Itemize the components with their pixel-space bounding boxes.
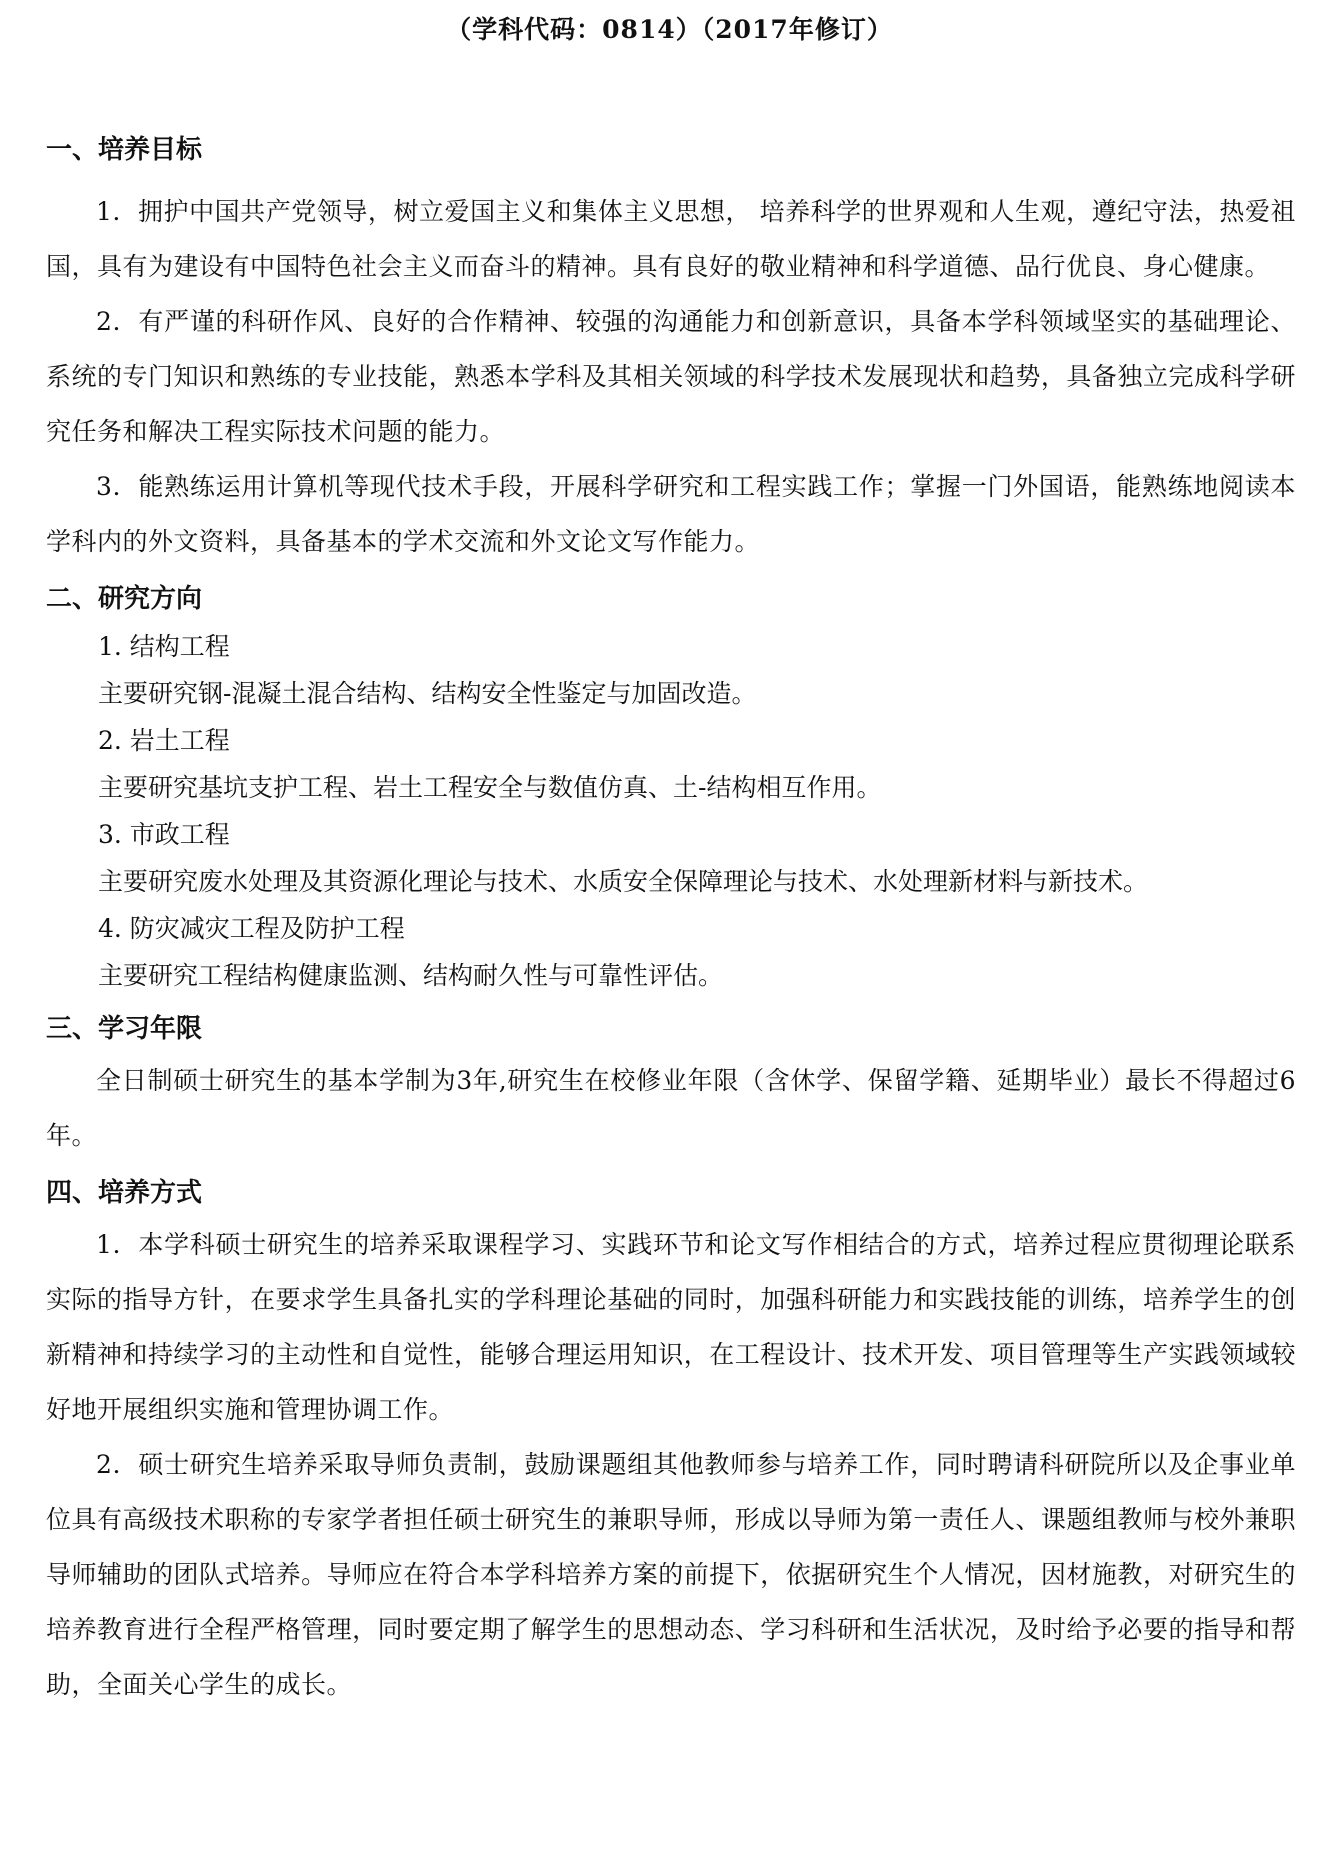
objective-item-2: 2．有严谨的科研作风、良好的合作精神、较强的沟通能力和创新意识，具备本学科领域坚实的基础理论、系统的专门知识和熟练的专业技能，熟悉本学科及其相关领域的科学技术发展现状和趋势，具备独立完成科学研究任务和解决工程实际技术问题的能力。 xyxy=(46,307,1296,446)
section-heading-training: 四、培养方式 xyxy=(46,1178,203,1208)
direction-desc-4: 主要研究工程结构健康监测、结构耐久性与可靠性评估。 xyxy=(98,961,724,990)
objective-item-1: 1．拥护中国共产党领导，树立爱国主义和集体主义思想， 培养科学的世界观和人生观，遵纪守法，热爱祖国，具有为建设有中国特色社会主义而奋斗的精神。具有良好的敬业精神和科学道德、品行优良、身心健康。 xyxy=(46,197,1296,281)
direction-title-4: 4. 防灾减灾工程及防护工程 xyxy=(98,914,405,943)
section-training xyxy=(46,1173,1296,1712)
section-directions xyxy=(46,579,1296,999)
section-heading-directions: 二、研究方向 xyxy=(46,584,203,614)
document-body xyxy=(46,130,1296,1712)
objective-item-3: 3．能熟练运用计算机等现代技术手段，开展科学研究和工程实践工作；掌握一门外国语，能熟练地阅读本学科内的外文资料，具备基本的学术交流和外文论文写作能力。 xyxy=(46,472,1296,556)
document-subtitle: （学科代码：0814）（2017年修订） xyxy=(446,15,893,44)
section-duration xyxy=(46,1009,1296,1163)
direction-desc-1: 主要研究钢-混凝土混合结构、结构安全性鉴定与加固改造。 xyxy=(98,679,757,708)
section-heading-objectives: 一、培养目标 xyxy=(46,135,203,165)
direction-desc-2: 主要研究基坑支护工程、岩土工程安全与数值仿真、土-结构相互作用。 xyxy=(98,773,882,802)
direction-title-1: 1. 结构工程 xyxy=(98,632,230,661)
training-item-2: 2．硕士研究生培养采取导师负责制，鼓励课题组其他教师参与培养工作，同时聘请科研院所以及企事业单位具有高级技术职称的专家学者担任硕士研究生的兼职导师，形成以导师为第一责任人、课题组教师与校外兼职导师辅助的团队式培养。导师应在符合本学科培养方案的前提下，依据研究生个人情况，因材施教，对研究生的培养教育进行全程严格管理，同时要定期了解学生的思想动态、学习科研和生活状况，及时给予必要的指导和帮助，全面关心学生的成长。 xyxy=(46,1450,1296,1699)
section-objectives xyxy=(46,130,1296,569)
direction-title-3: 3. 市政工程 xyxy=(98,820,230,849)
section-heading-duration: 三、学习年限 xyxy=(46,1014,203,1044)
duration-text: 全日制硕士研究生的基本学制为3年,研究生在校修业年限（含休学、保留学籍、延期毕业）最长不得超过6年。 xyxy=(46,1066,1296,1150)
direction-title-2: 2. 岩土工程 xyxy=(98,726,230,755)
training-item-1: 1．本学科硕士研究生的培养采取课程学习、实践环节和论文写作相结合的方式，培养过程应贯彻理论联系实际的指导方针，在要求学生具备扎实的学科理论基础的同时，加强科研能力和实践技能的训练，培养学生的创新精神和持续学习的主动性和自觉性，能够合理运用知识，在工程设计、技术开发、项目管理等生产实践领域较好地开展组织实施和管理协调工作。 xyxy=(46,1230,1296,1424)
direction-desc-3: 主要研究废水处理及其资源化理论与技术、水质安全保障理论与技术、水处理新材料与新技术。 xyxy=(98,867,1149,896)
